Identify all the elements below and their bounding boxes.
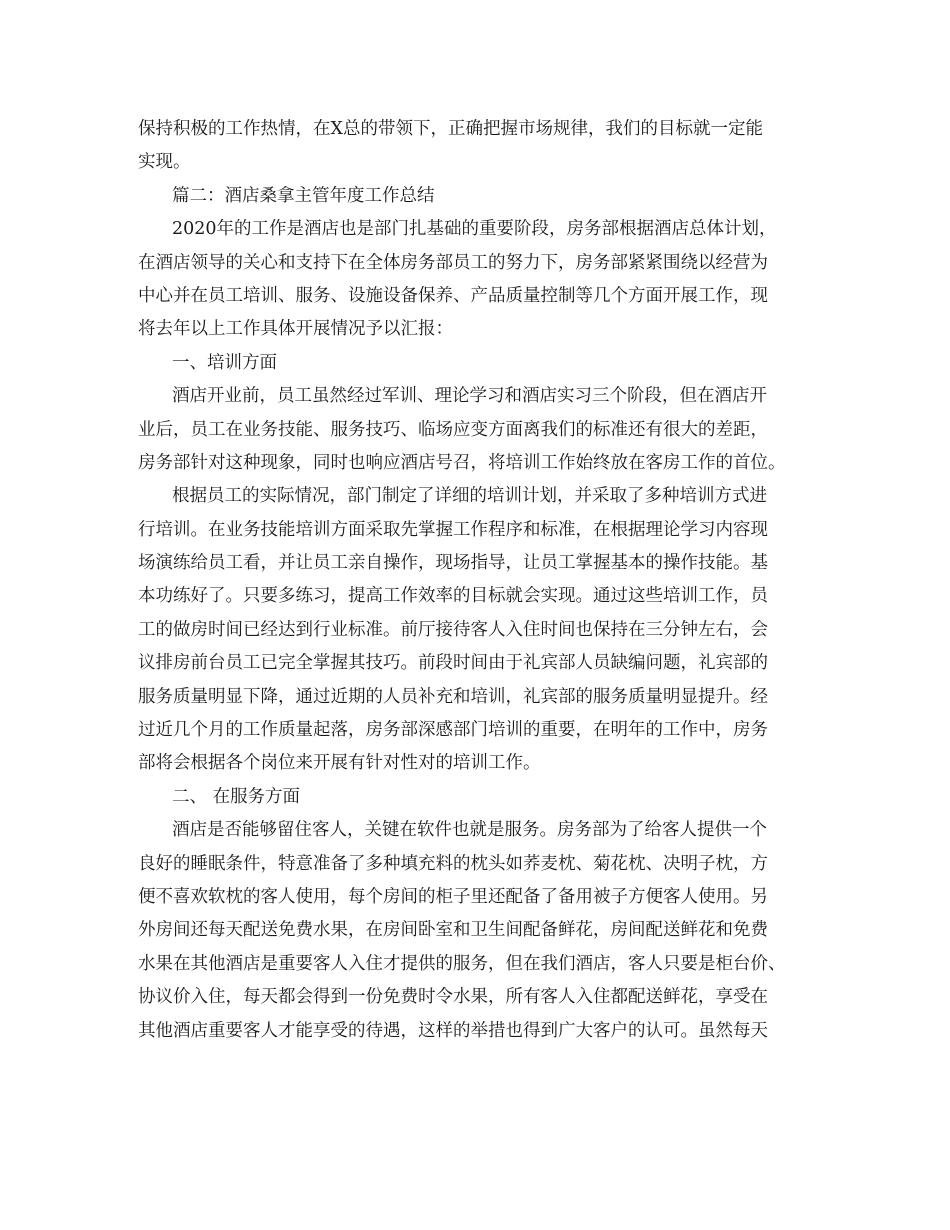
text-line: 根据员工的实际情况，部门制定了详细的培训计划，并采取了多种培训方式进 [172,486,767,507]
text-line: 部将会根据各个岗位来开展有针对性对的培训工作。 [138,753,541,774]
text-line: 水果在其他酒店是重要客人入住才提供的服务，但在我们酒店，客人只要是柜台价、 [138,953,786,974]
text-line: 保持积极的工作热情，在X总的带领下，正确把握市场规律，我们的目标就一定能 [138,119,763,139]
text-line: 在酒店领导的关心和支持下在全体房务部员工的努力下，房务部紧紧围绕以经营为 [138,252,768,273]
text-line: 实现。 [138,152,191,173]
text-line: 酒店是否能够留住客人，关键在软件也就是服务。房务部为了给客人提供一个 [172,820,767,841]
text-line: 将去年以上工作具体开展情况予以汇报： [138,319,453,340]
text-line: 中心并在员工培训、服务、设施设备保养、产品质量控制等几个方面开展工作，现 [138,285,768,306]
text-line: 一、培训方面 [172,352,277,373]
text-line: 酒店开业前，员工虽然经过军训、理论学习和酒店实习三个阶段，但在酒店开 [172,386,767,407]
text-line: 房务部针对这种现象，同时也响应酒店号召，将培训工作始终放在客房工作的首位。 [138,452,786,473]
text-line: 外房间还每天配送免费水果，在房间卧室和卫生间配备鲜花，房间配送鲜花和免费 [138,920,768,941]
text-line: 其他酒店重要客人才能享受的待遇，这样的举措也得到广大客户的认可。虽然每天 [138,1020,768,1041]
text-line: 2020年的工作是酒店也是部门扎基础的重要阶段，房务部根据酒店总体计划， [172,219,777,240]
text-line: 本功练好了。只要多练习，提高工作效率的目标就会实现。通过这些培训工作，员 [138,586,768,607]
text-line: 工的做房时间已经达到行业标准。前厅接待客人入住时间也保持在三分钟左右，会 [138,619,768,640]
text-line: 篇二：酒店桑拿主管年度工作总结 [172,185,435,206]
text-line: 行培训。在业务技能培训方面采取先掌握工作程序和标准，在根据理论学习内容现 [138,519,768,540]
text-line: 议排房前台员工已完全掌握其技巧。前段时间由于礼宾部人员缺编问题，礼宾部的 [138,653,768,674]
document-body [138,113,818,1048]
text-line: 场演练给员工看，并让员工亲自操作，现场指导，让员工掌握基本的操作技能。基 [138,553,768,574]
text-line: 二、 在服务方面 [172,786,301,807]
text-line: 便不喜欢软枕的客人使用，每个房间的柜子里还配备了备用被子方便客人使用。另 [138,886,768,907]
text-line: 业后，员工在业务技能、服务技巧、临场应变方面离我们的标准还有很大的差距， [138,419,768,440]
text-line: 协议价入住，每天都会得到一份免费时令水果，所有客人入住都配送鲜花，享受在 [138,987,768,1008]
text-line: 良好的睡眠条件，特意准备了多种填充料的枕头如荞麦枕、菊花枕、决明子枕，方 [138,853,768,874]
text-line: 服务质量明显下降，通过近期的人员补充和培训，礼宾部的服务质量明显提升。经 [138,686,768,707]
text-line: 过近几个月的工作质量起落，房务部深感部门培训的重要，在明年的工作中，房务 [138,720,768,741]
